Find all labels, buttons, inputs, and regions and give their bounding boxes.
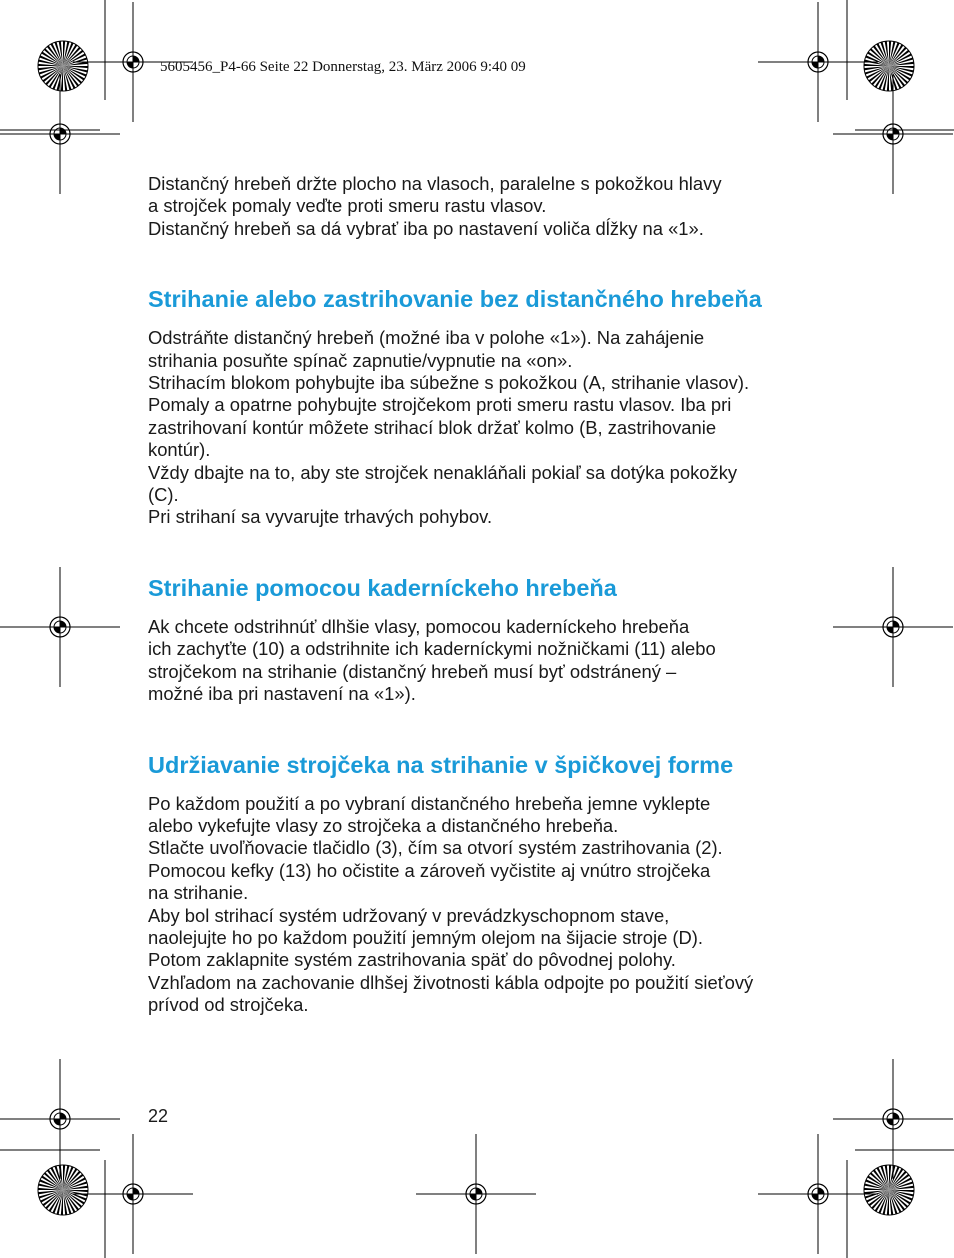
section-body-maintenance	[148, 793, 828, 1017]
color-starburst-icon	[38, 41, 88, 91]
text-line: strojčekom na strihanie (distančný hrebeň musí byť odstránený –	[148, 660, 677, 682]
color-starburst-icon	[864, 41, 914, 91]
text-line: Stlačte uvoľňovacie tlačidlo (3), čím sa otvorí systém zastrihovania (2).	[148, 837, 723, 859]
text-line: Odstráňte distančný hrebeň (možné iba v polohe «1»). Na zahájenie	[148, 327, 705, 349]
intro-paragraph	[148, 173, 828, 240]
text-line: a strojček pomaly veďte proti smeru rastu vlasov.	[148, 195, 547, 217]
registration-crosshair-icon	[833, 1059, 953, 1179]
registration-crosshair-icon	[833, 74, 953, 194]
text-line: možné iba pri nastavení na «1»).	[148, 683, 416, 705]
page-number: 22	[148, 1106, 169, 1126]
color-starburst-icon	[864, 1165, 914, 1215]
text-line: kontúr).	[148, 439, 211, 461]
print-slug-line: 5605456_P4-66 Seite 22 Donnerstag, 23. März 2006 9:40 09	[160, 59, 526, 75]
text-line: na strihanie.	[148, 882, 249, 904]
registration-crosshair-icon	[0, 1059, 120, 1179]
text-line: Vzhľadom na zachovanie dlhšej životnosti kábla odpojte po použití sieťový	[148, 971, 754, 993]
text-line: Strihacím blokom pohybujte iba súbežne s pokožkou (A, strihanie vlasov).	[148, 372, 750, 394]
registration-crosshair-icon	[758, 1134, 878, 1254]
text-line: Potom zaklapnite systém zastrihovania späť do pôvodnej polohy.	[148, 949, 676, 971]
color-starburst-icon	[38, 1165, 88, 1215]
text-line: ich zachyťte (10) a odstrihnite ich kaderníckymi nožničkami (11) alebo	[148, 638, 716, 660]
text-line: prívod od strojčeka.	[148, 994, 309, 1016]
text-line: Po každom použití a po vybraní distančného hrebeňa jemne vyklepte	[148, 792, 711, 814]
text-line: Vždy dbajte na to, aby ste strojček nenakláňali pokiaľ sa dotýka pokožky	[148, 461, 738, 483]
registration-crosshair-icon	[0, 74, 120, 194]
section-heading-maintenance: Udržiavanie strojčeka na strihanie v špičkovej forme	[148, 751, 734, 778]
registration-crosshair-icon	[0, 567, 120, 687]
registration-crosshair-icon	[833, 567, 953, 687]
text-line: (C).	[148, 484, 179, 506]
text-line: alebo vykefujte vlasy zo strojčeka a distančného hrebeňa.	[148, 814, 619, 836]
text-line: Distančný hrebeň držte plocho na vlasoch, paralelne s pokožkou hlavy	[148, 173, 722, 194]
section-body-styling-comb	[148, 616, 828, 706]
section-body-no-comb	[148, 327, 828, 529]
text-line: Pomaly a opatrne pohybujte strojčekom proti smeru rastu vlasov. Iba pri	[148, 394, 732, 416]
text-line: Pomocou kefky (13) ho očistite a zároveň vyčistite aj vnútro strojčeka	[148, 859, 711, 881]
section-heading-styling-comb: Strihanie pomocou kaderníckeho hrebeňa	[148, 574, 617, 601]
text-line: naolejujte ho po každom použití jemným olejom na šijacie stroje (D).	[148, 926, 704, 948]
text-line: Distančný hrebeň sa dá vybrať iba po nastavení voliča dĺžky na «1».	[148, 217, 704, 239]
text-line: strihania posuňte spínač zapnutie/vypnutie na «on».	[148, 349, 573, 371]
registration-crosshair-icon	[416, 1134, 536, 1254]
section-heading-no-comb: Strihanie alebo zastrihovanie bez distančného hrebeňa	[148, 286, 762, 313]
text-line: Aby bol strihací systém udržovaný v prevádzkyschopnom stave,	[148, 904, 670, 926]
text-line: Ak chcete odstrihnúť dlhšie vlasy, pomocou kaderníckeho hrebeňa	[148, 615, 690, 637]
text-line: Pri strihaní sa vyvarujte trhavých pohybov.	[148, 506, 493, 528]
text-line: zastrihovaní kontúr môžete strihací blok držať kolmo (B, zastrihovanie	[148, 416, 717, 438]
document-body	[148, 173, 828, 1017]
registration-crosshair-icon	[73, 1134, 193, 1254]
registration-crosshair-icon	[758, 2, 878, 122]
